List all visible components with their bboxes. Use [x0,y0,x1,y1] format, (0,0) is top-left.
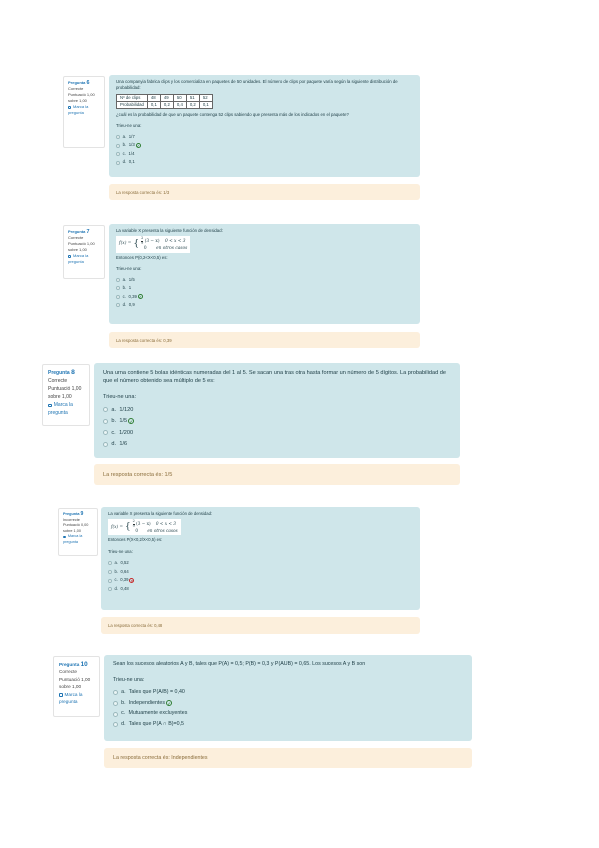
answer-prompt: Trieu-ne una: [113,676,145,683]
question-grade: Puntuació 0,00 sobre 1,00 [63,523,89,533]
question-content [104,655,472,741]
brace: { [133,239,140,250]
flag-question-link[interactable]: Marca la pregunta [68,253,89,264]
flag-icon [63,536,66,539]
radio-button[interactable] [103,407,108,412]
correct-answer-feedback: La resposta correcta és: Independientes [104,748,472,768]
radio-button[interactable] [116,303,120,307]
radio-button[interactable] [113,701,118,706]
probability-table [116,94,213,110]
question-number: Pregunta 8 [48,369,75,376]
radio-button[interactable] [103,442,108,447]
question-grade: Puntuació 1,00 sobre 1,00 [68,92,95,103]
question-prompt-text: ¿cuál es la probabilidad de que un paquete contenga 52 clips sabiendo que presenta más de los indicados en el paquete? [116,112,349,118]
question-info [58,508,98,556]
question-info [63,225,105,279]
question-prompt-text: Entonces P(0,2<X<0,5) es: [116,254,168,260]
radio-button[interactable] [113,722,118,727]
radio-button[interactable] [116,152,120,156]
question-grade: Puntuació 1,00 sobre 1,00 [68,241,95,252]
question-state: Incorrecte [63,517,80,522]
question-text: La variable X presenta la siguiente función de densidad: [116,228,223,233]
question-grade: Puntuació 1,00 sobre 1,00 [48,386,82,400]
question-number: Pregunta 10 [59,661,88,668]
answer-option-b[interactable]: b. Independientes ✓ [113,698,463,709]
question-state: Correcte [59,669,77,675]
question-text: Una urna contiene 5 bolas idénticas numeradas del 1 al 5. Se sacan una tras otra hasta formar un número de 5 dígitos. La probabilidad de que el número obtenido sea múltiplo de 5 es: [103,370,446,384]
flag-icon [59,693,63,696]
question-content [101,507,420,610]
answer-option-d[interactable]: d. 1/6 [103,439,451,451]
answer-list [108,549,413,593]
radio-button[interactable] [116,295,120,299]
answer-list [113,677,463,731]
correct-answer-feedback: La resposta correcta és: 0,48 [101,617,420,634]
answer-option-a[interactable]: a. 1/7 [116,133,413,142]
radio-button[interactable] [108,579,112,583]
answer-option-c[interactable]: c. 1/200 [103,427,451,439]
question-text: Una companyia fabrica clips y los comercializa en paquetes de 50 unidades. El número de clips por paquete varía según la siguiente distribución de probabilidad: [116,79,398,91]
answer-option-c[interactable]: c. Mutuamente excluyentes [113,709,463,720]
question-number: Pregunta 9 [63,511,84,517]
radio-button[interactable] [113,712,118,717]
check-circle-icon: ✓ [139,295,142,300]
answer-option-d[interactable]: d. Tales que P(A ∩ B)=0,5 [113,720,463,731]
flag-question-link[interactable]: Marca la pregunta [59,691,83,705]
flag-icon [48,404,52,408]
flag-icon [68,106,71,109]
question-text: La variable X presenta la siguiente función de densidad: [108,511,213,516]
question-number: Pregunta 6 [68,80,90,86]
radio-button[interactable] [116,144,120,148]
density-function-formula: f(x) = { $\frac{2}{9}$ (3 − x) 0 < x < 3 0 en otros casos [108,519,181,535]
question-state: Correcte [48,378,68,384]
answer-option-a[interactable]: a. 1/120 [103,404,451,416]
check-circle-icon: ✓ [136,144,140,149]
flag-question-link[interactable]: Marca la pregunta [63,534,83,544]
flag-question-link[interactable]: Marca la pregunta [48,402,73,416]
answer-option-a[interactable]: a. 1/5 [116,275,413,284]
density-function-formula: f(x) = { $\frac{2}{9}$ (3 − x) 0 < x < 3 0 en otros casos [116,236,190,253]
answer-option-a[interactable]: a. Tales que P(A/B) = 0,40 [113,687,463,698]
answer-list [116,123,413,166]
brace: { [125,521,131,532]
radio-button[interactable] [108,570,112,574]
correct-answer-feedback: La resposta correcta és: 1/5 [94,464,460,485]
correct-answer-feedback: La resposta correcta és: 0,39 [109,332,420,348]
question-prompt-text: Entonces P(X<0,2/X<0,5) es: [108,537,163,543]
radio-button[interactable] [116,161,120,165]
answer-prompt: Trieu-ne una: [116,123,142,129]
table-row: Nº de clips 48 49 50 51 52 [117,94,213,101]
question-info [63,76,105,148]
answer-option-c[interactable]: c. 1/4 [116,150,413,159]
answer-option-c[interactable]: c. 0,39 ✕ [108,576,413,585]
answer-option-d[interactable]: d. 0,1 [116,158,413,167]
flag-icon [68,255,71,258]
question-state: Correcte [68,86,84,91]
answer-option-d[interactable]: d. 0,48 [108,585,413,594]
answer-option-a[interactable]: a. 0,52 [108,559,413,568]
question-content [109,224,420,324]
answer-option-b[interactable]: b. 1/3 ✓ [116,141,413,150]
answer-prompt: Trieu-ne una: [108,549,133,555]
answer-option-b[interactable]: b. 1/5 ✓ [103,416,451,428]
radio-button[interactable] [108,587,112,591]
question-content [94,363,460,458]
radio-button[interactable] [113,690,118,695]
answer-option-d[interactable]: d. 0,9 [116,301,413,310]
radio-button[interactable] [116,135,120,139]
question-content [109,75,420,177]
question-text: Sean los sucesos aleatorios A y B, tales que P(A) = 0,5; P(B) = 0,3 y P(AUB) = 0,65. Los sucesos A y B son [113,661,366,667]
correct-answer-feedback: La resposta correcta és: 1/3 [109,184,420,200]
check-circle-icon: ✓ [129,419,134,425]
answer-prompt: Trieu-ne una: [116,266,142,272]
answer-option-b[interactable]: b. 0,64 [108,567,413,576]
answer-prompt: Trieu-ne una: [103,394,137,400]
question-state: Correcte [68,235,84,240]
question-info [53,656,100,717]
radio-button[interactable] [116,278,120,282]
radio-button[interactable] [103,430,108,435]
answer-list [103,393,451,450]
answer-list [116,266,413,309]
answer-option-c[interactable]: c. 0,39 ✓ [116,292,413,301]
x-circle-icon: ✕ [130,579,134,584]
question-info [42,364,90,426]
answer-option-b[interactable]: b. 1 [116,284,413,293]
table-row: Probabilidad 0,1 0,2 0,4 0,2 0,1 [117,101,213,108]
question-number: Pregunta 7 [68,229,90,235]
flag-question-link[interactable]: Marca la pregunta [68,104,89,115]
check-circle-icon: ✓ [167,701,171,707]
question-grade: Puntuació 1,00 sobre 1,00 [59,676,91,690]
radio-button[interactable] [108,561,112,565]
radio-button[interactable] [116,286,120,290]
radio-button[interactable] [103,419,108,424]
